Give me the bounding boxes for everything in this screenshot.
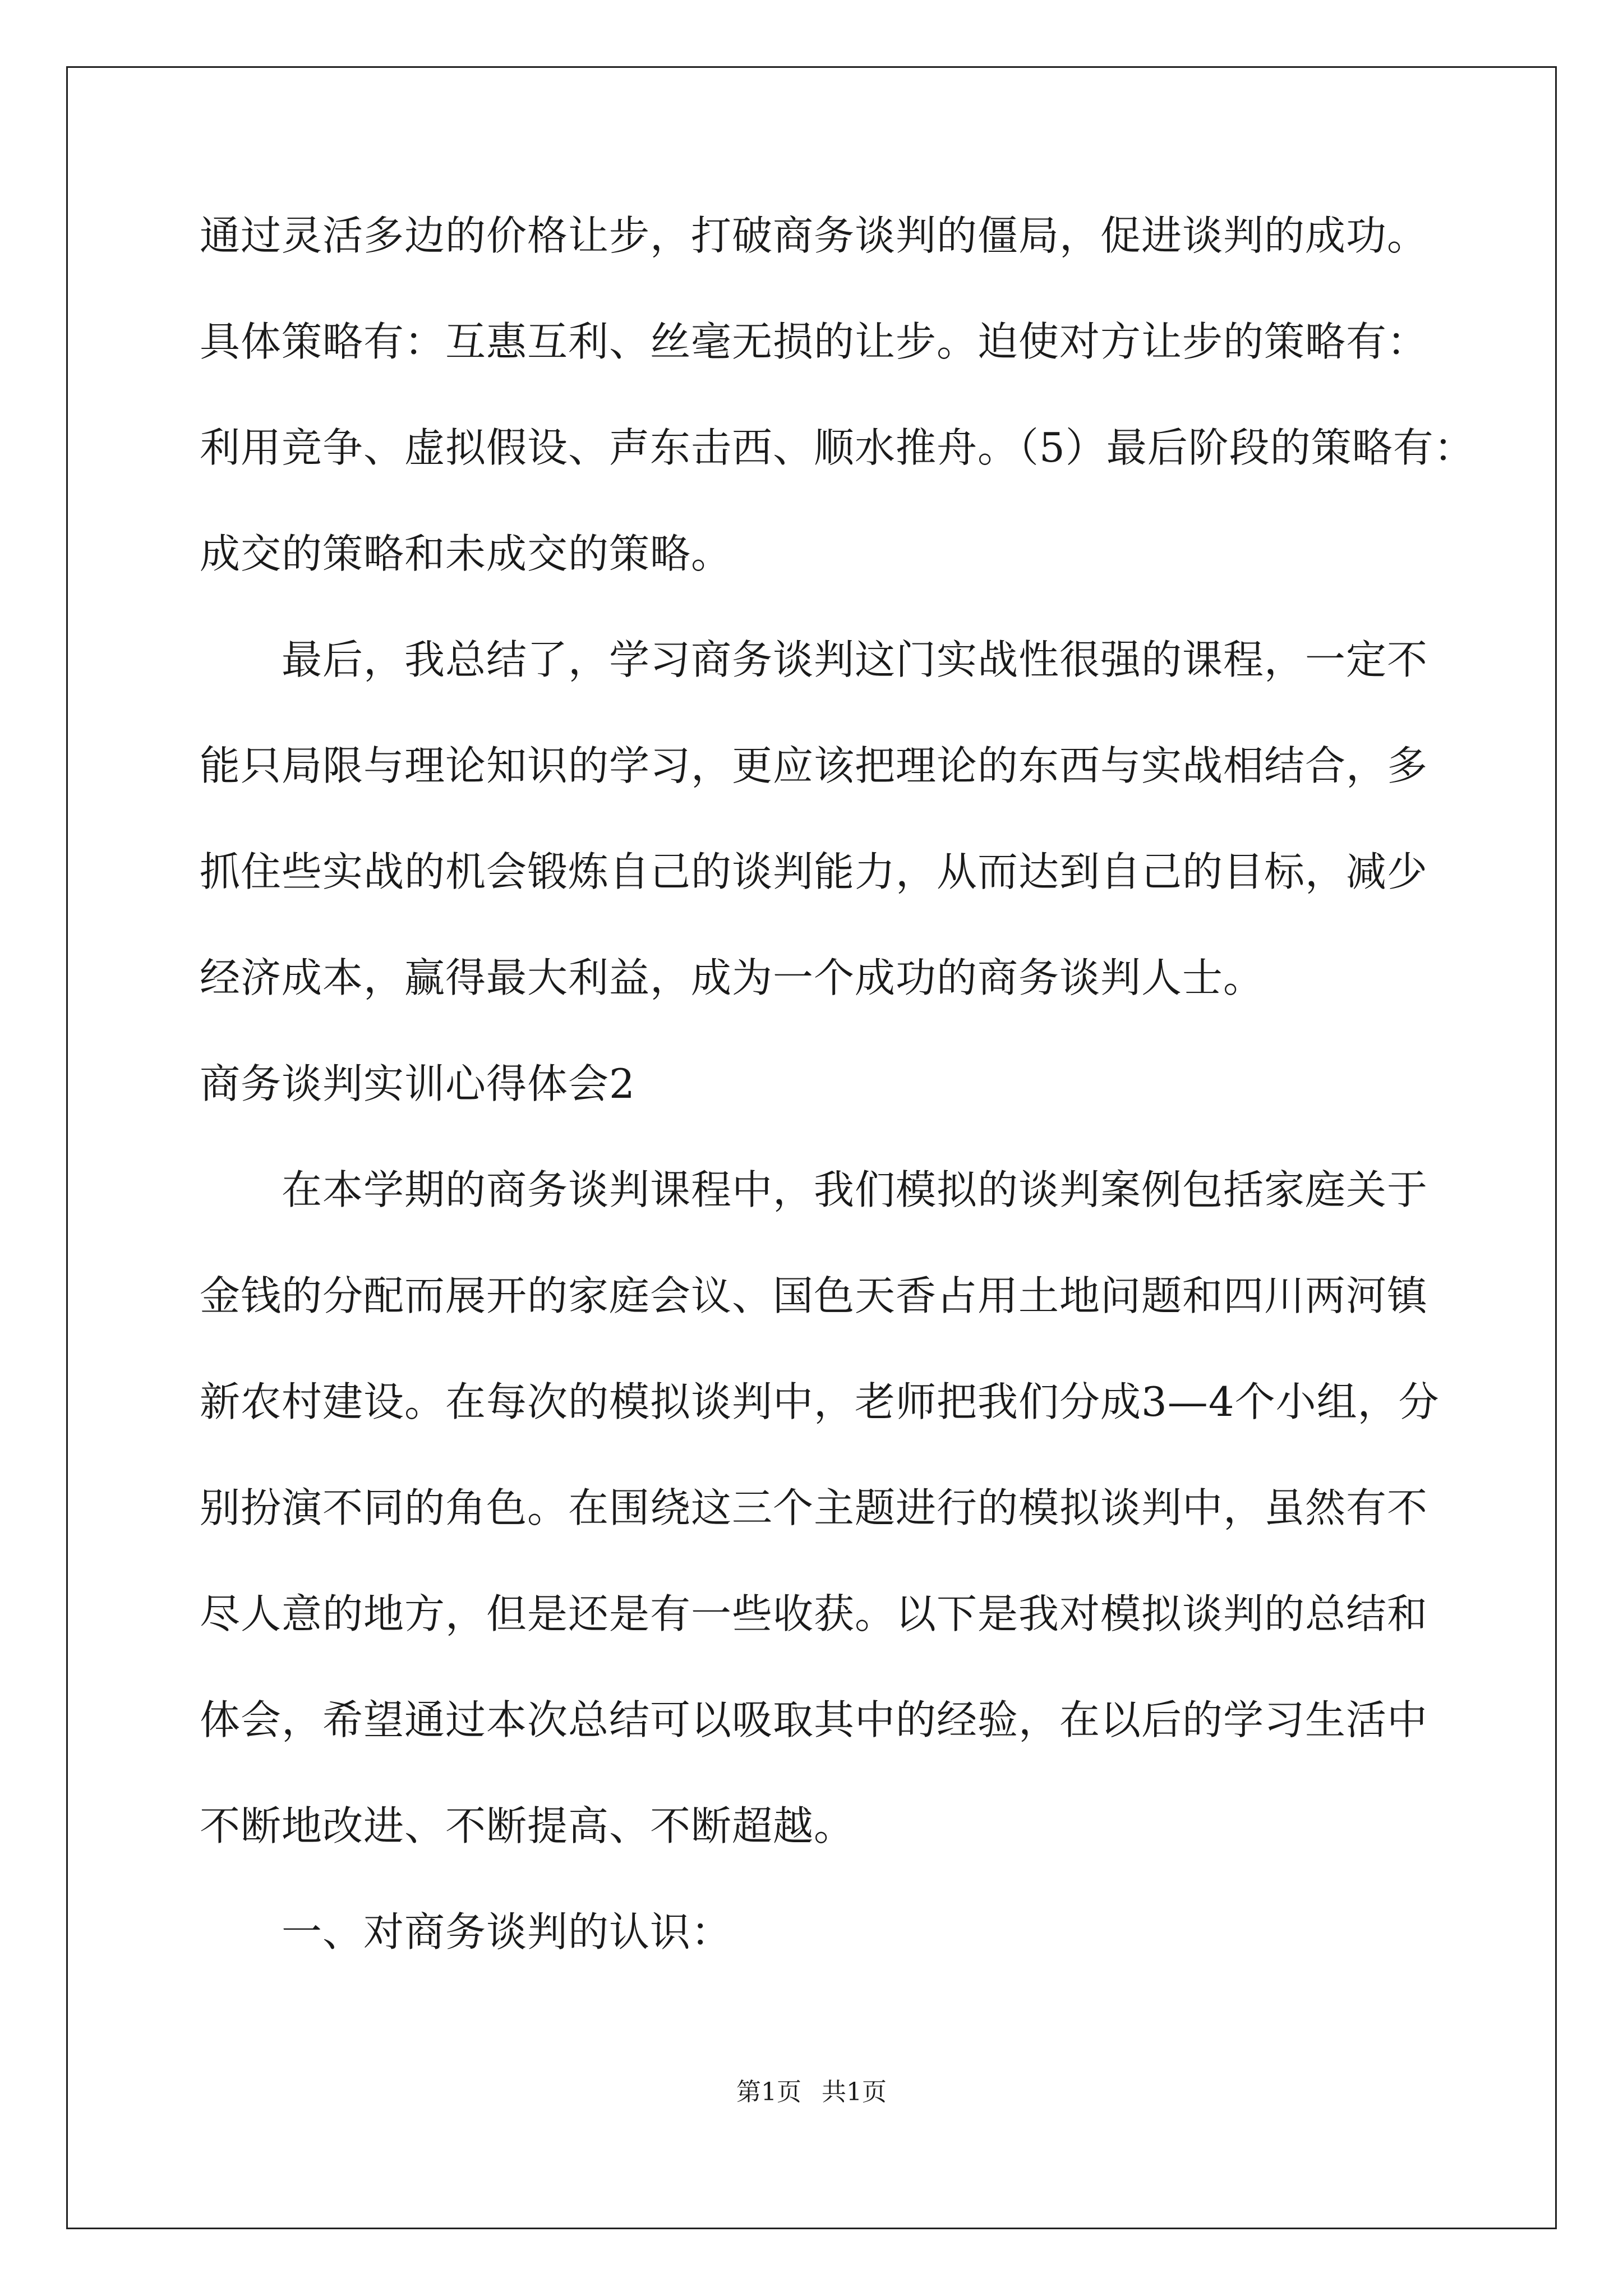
- page-footer: [0, 2076, 1623, 2109]
- paragraph-line: 成交的策略和未成交的策略。: [200, 530, 732, 577]
- paragraph-line: 金钱的分配而展开的家庭会议、国色天香占用土地问题和四川两河镇: [200, 1272, 1428, 1319]
- paragraph-line: 体会，希望通过本次总结可以吸取其中的经验，在以后的学习生活中: [200, 1696, 1428, 1743]
- paragraph-line: 利用竞争、虚拟假设、声东击西、顺水推舟。（5）最后阶段的策略有：: [200, 424, 1475, 471]
- page-number: 第1页: [736, 2078, 801, 2106]
- page-total: 共1页: [822, 2078, 887, 2106]
- list-heading: 一、对商务谈判的认识：: [282, 1908, 732, 1955]
- paragraph-line: 最后，我总结了，学习商务谈判这门实战性很强的课程，一定不: [282, 636, 1428, 683]
- paragraph-line: 别扮演不同的角色。在围绕这三个主题进行的模拟谈判中，虽然有不: [200, 1484, 1428, 1531]
- paragraph-line: 具体策略有：互惠互利、丝毫无损的让步。迫使对方让步的策略有：: [200, 318, 1428, 365]
- paragraph-line: 能只局限与理论知识的学习，更应该把理论的东西与实战相结合，多: [200, 742, 1428, 789]
- paragraph-line: 通过灵活多边的价格让步，打破商务谈判的僵局，促进谈判的成功。: [200, 212, 1428, 259]
- paragraph-line: 尽人意的地方，但是还是有一些收获。以下是我对模拟谈判的总结和: [200, 1590, 1428, 1637]
- paragraph-line: 抓住些实战的机会锻炼自己的谈判能力，从而达到自己的目标，减少: [200, 848, 1428, 895]
- paragraph-line: 不断地改进、不断提高、不断超越。: [200, 1802, 855, 1849]
- document-body: [200, 208, 1475, 2010]
- paragraph-line: 新农村建设。在每次的模拟谈判中，老师把我们分成3—4个小组，分: [200, 1378, 1440, 1425]
- section-heading: 商务谈判实训心得体会2: [200, 1060, 635, 1107]
- paragraph-line: 经济成本，赢得最大利益，成为一个成功的商务谈判人士。: [200, 954, 1265, 1001]
- paragraph-line: 在本学期的商务谈判课程中，我们模拟的谈判案例包括家庭关于: [282, 1166, 1428, 1213]
